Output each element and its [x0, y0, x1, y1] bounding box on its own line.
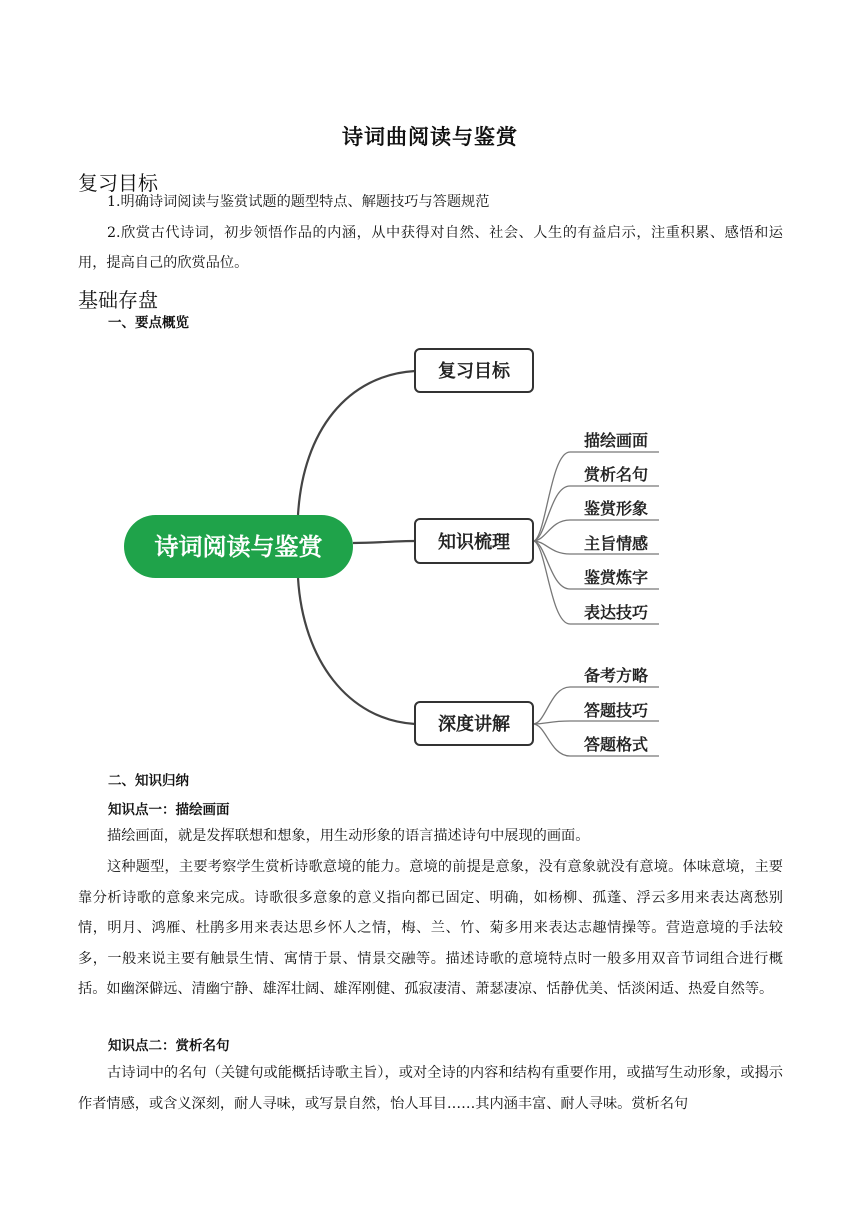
branch-goals-label: 复习目标	[438, 361, 510, 382]
kp1-paragraph-1: 描绘画面，就是发挥联想和想象，用生动形象的语言描述诗句中展现的画面。	[107, 828, 590, 844]
subheading-overview: 一、要点概览	[108, 315, 189, 331]
kp1-paragraph-2: 这种题型，主要考察学生赏析诗歌意境的能力。意境的前提是意象，没有意象就没有意境。体味意境，主要靠分析诗歌的意象来完成。诗歌很多意象的意义指向都已固定、明确，如杨柳、孤蓬、浮云多用来表达离愁别情，明月、鸿雁、杜鹃多用来表达思乡怀人之情，梅、兰、竹、菊多用来表达志趣情操等。营造意境的手法较多，一般来说主要有触景生情、寓情于景、情景交融等。描述诗歌的意境特点时一般多用双音节词组合进行概括。如幽深僻远、清幽宁静、雄浑壮阔、雄浑刚健、孤寂凄清、萧瑟凄凉、恬静优美、恬淡闲适、热爱自然等。	[78, 859, 783, 997]
leaf-word-choice: 鉴赏炼字	[584, 568, 649, 587]
mind-map	[118, 340, 678, 765]
document-title: 诗词曲阅读与鉴赏	[342, 125, 518, 149]
leaf-exam-strategy: 备考方略	[584, 666, 649, 685]
kp2-title: 知识点二：赏析名句	[108, 1038, 230, 1054]
leaf-answer-skills: 答题技巧	[584, 701, 649, 720]
branch-deep-label: 深度讲解	[438, 714, 510, 735]
leaf-famous-lines: 赏析名句	[584, 465, 649, 484]
kp2-paragraph-1: 古诗词中的名句（关键句或能概括诗歌主旨），或对全诗的内容和结构有重要作用，或描写生动形象，或揭示作者情感，或含义深刻，耐人寻味，或写景自然，怡人耳目……其内涵丰富、耐人寻味。赏析名句	[78, 1065, 783, 1112]
kp1-title: 知识点一：描绘画面	[108, 802, 230, 818]
subheading-knowledge: 二、知识归纳	[108, 773, 189, 789]
branch-knowledge-label: 知识梳理	[438, 532, 510, 553]
goal-item-2: 2.欣赏古代诗词，初步领悟作品的内涵，从中获得对自然、社会、人生的有益启示，注重积累、感悟和运用，提高自己的欣赏品位。	[78, 225, 783, 271]
section-heading-goals: 复习目标	[78, 171, 158, 195]
mind-map-center-label: 诗词阅读与鉴赏	[154, 533, 323, 561]
leaf-describe-scene: 描绘画面	[584, 431, 649, 450]
connector-deep	[298, 578, 415, 724]
leaf-images: 鉴赏形象	[584, 499, 649, 518]
leaf-answer-format: 答题格式	[584, 735, 649, 754]
connector-knowledge	[353, 541, 415, 543]
leaf-expression: 表达技巧	[584, 603, 649, 622]
connector-goals	[298, 371, 415, 515]
leaf-theme-emotion: 主旨情感	[584, 534, 649, 553]
section-heading-basics: 基础存盘	[78, 288, 158, 312]
goal-item-1: 1.明确诗词阅读与鉴赏试题的题型特点、解题技巧与答题规范	[107, 194, 490, 210]
